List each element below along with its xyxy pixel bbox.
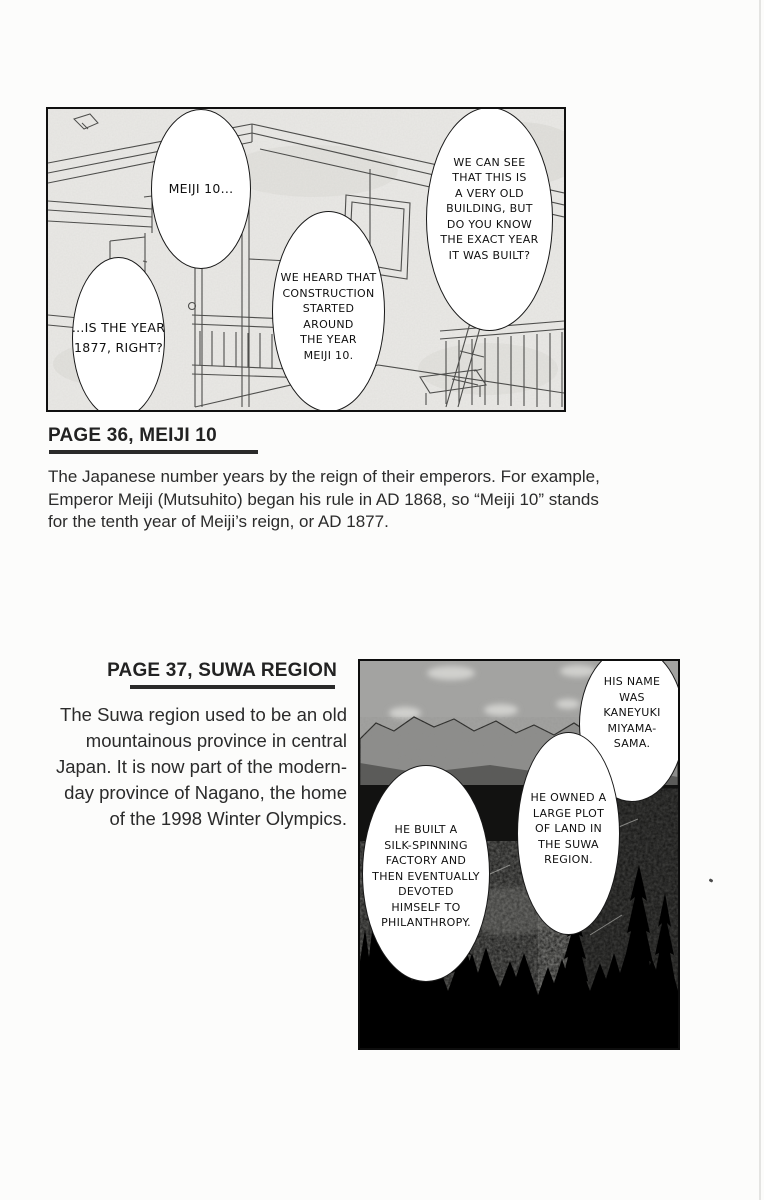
section-heading-page-37: PAGE 37, SUWA REGION bbox=[107, 660, 337, 681]
heading-underline bbox=[49, 450, 258, 454]
manga-panel-mountains bbox=[358, 659, 680, 1050]
section-heading-page-36: PAGE 36, MEIJI 10 bbox=[48, 425, 217, 446]
speech-bubble-text: MEIJI 10... bbox=[168, 181, 234, 196]
speech-bubble-silk-factory bbox=[362, 765, 490, 982]
speech-bubble-text: WE CAN SEE THAT THIS IS A VERY OLD BUILDING, BUT DO YOU KNOW THE EXACT YEAR IT WAS BUILT? bbox=[440, 155, 539, 262]
speech-bubble-text: HE OWNED A LARGE PLOT OF LAND IN THE SUWA REGION. bbox=[530, 791, 607, 867]
page-edge-shadow bbox=[759, 0, 761, 1200]
speech-bubble-text: WE HEARD THAT CONSTRUCTION STARTED AROUND THE YEAR MEIJI 10. bbox=[280, 271, 377, 362]
speech-bubble-text: HE BUILT A SILK-SPINNING FACTORY AND THEN EVENTUALLY DEVOTED HIMSELF TO PHILANTHROPY. bbox=[372, 823, 480, 930]
speech-bubble-construction bbox=[272, 211, 385, 412]
speech-bubble-land-owner bbox=[517, 732, 620, 935]
manga-panel-classroom bbox=[46, 107, 566, 412]
ink-speck bbox=[709, 878, 714, 883]
speech-bubble-text: ...IS THE YEAR 1877, RIGHT? bbox=[71, 320, 166, 355]
heading-underline bbox=[130, 685, 335, 689]
note-paragraph-suwa: The Suwa region used to be an old mountainous province in central Japan. It is now part of the modern- day province of Nagano, the home of the 1998 Winter Olympics. bbox=[55, 704, 347, 829]
note-paragraph-meiji: The Japanese number years by the reign of their emperors. For example, Emperor Meiji (Mutsuhito) began his rule in AD 1868, so “Meiji 10” stands for the tenth year of Meiji’s reign, or AD 1877. bbox=[48, 467, 600, 531]
speech-bubble-meiji-10 bbox=[151, 109, 251, 269]
speech-bubble-text: HIS NAME WAS KANEYUKI MIYAMA- SAMA. bbox=[603, 675, 661, 751]
speech-bubble-old-building bbox=[426, 107, 553, 331]
speech-bubble-year-1877 bbox=[72, 257, 165, 412]
